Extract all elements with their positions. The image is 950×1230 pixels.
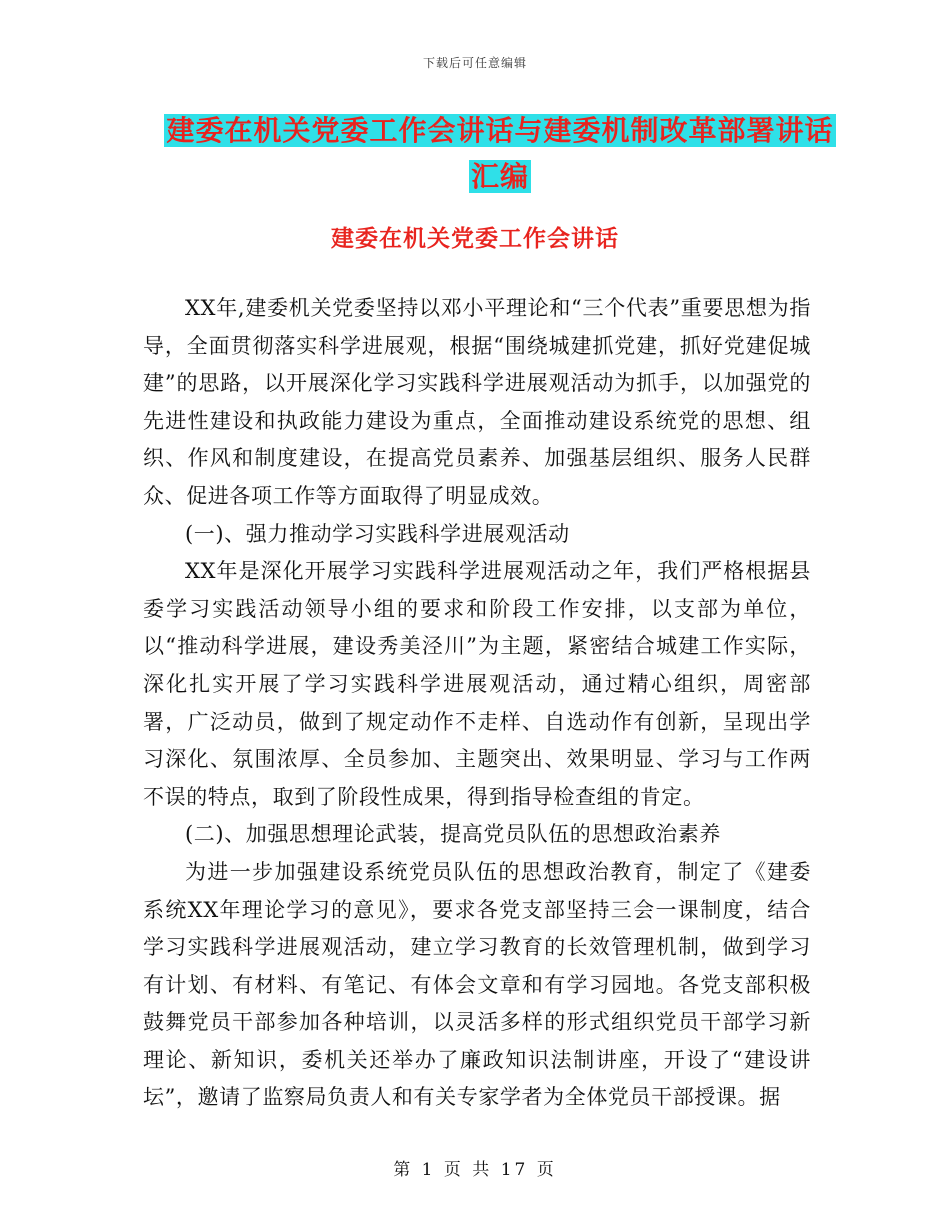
- paragraph: 为进一步加强建设系统党员队伍的思想政治教育，制定了《建委系统XX年理论学习的意见》，要求各党支部坚持三会一课制度，结合学习实践科学进展观活动，建立学习教育的长效管理机制，做到学习有计划、有材料、有笔记、有体会文章和有学习园地。各党支部积极鼓舞党员干部参加各种培训，以灵活多样的形式组织党员干部学习新理论、新知识，委机关还举办了廉政知识法制讲座，开设了“建设讲坛”，邀请了监察局负责人和有关专家学者为全体党员干部授课。据: [143, 859, 811, 1110]
- page-number: 第 1 页 共 17 页: [393, 1160, 557, 1180]
- document-body: [143, 290, 811, 1117]
- header-note: 下载后可任意编辑: [422, 56, 527, 70]
- paragraph: XX年,建委机关党委坚持以邓小平理论和“三个代表”重要思想为指导，全面贯彻落实科学进展观，根据“围绕城建抓党建，抓好党建促城建”的思路，以开展深化学习实践科学进展观活动为抓手，以加强党的先进性建设和执政能力建设为重点，全面推动建设系统党的思想、组织、作风和制度建设，在提高党员素养、加强基层组织、服务人民群众、促进各项工作等方面取得了明显成效。: [143, 296, 811, 508]
- document-title-line-2: 汇编: [470, 160, 529, 193]
- paragraph: XX年是深化开展学习实践科学进展观活动之年，我们严格根据县委学习实践活动领导小组的要求和阶段工作安排，以支部为单位，以“推动科学进展，建设秀美泾川”为主题，紧密结合城建工作实际，深化扎实开展了学习实践科学进展观活动，通过精心组织，周密部署，广泛动员，做到了规定动作不走样、自选动作有创新，呈现出学习深化、氛围浓厚、全员参加、主题突出、效果明显、学习与工作两不误的特点，取到了阶段性成果，得到指导检查组的肯定。: [143, 559, 811, 809]
- subheading: (二)、加强思想理论武装，提高党员队伍的思想政治素养: [185, 822, 721, 847]
- subheading: (一)、强力推动学习实践科学进展观活动: [185, 521, 570, 546]
- section-title: 建委在机关党委工作会讲话: [331, 225, 619, 252]
- document-title: [100, 108, 900, 200]
- document-title-line-1: 建委在机关党委工作会讲话与建委机制改革部署讲话: [166, 114, 834, 147]
